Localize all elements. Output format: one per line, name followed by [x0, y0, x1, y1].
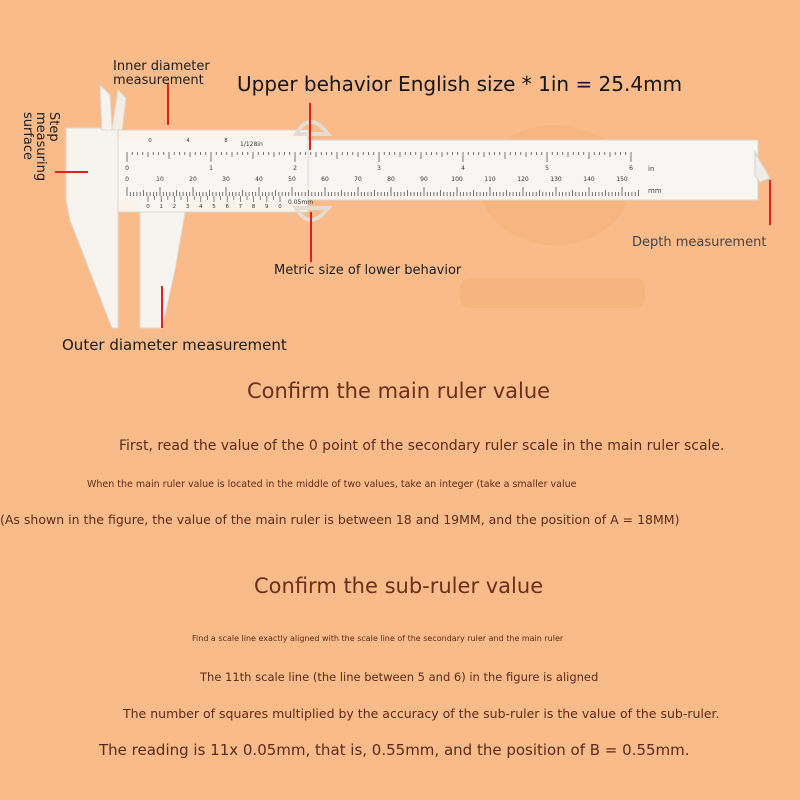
mm-tick-label: 80	[387, 176, 395, 183]
unit-in-label: in	[648, 165, 655, 173]
inch-tick-label: 4	[461, 165, 465, 172]
vernier-mm-tick-label: 6	[225, 204, 229, 210]
vernier-mm-tick-label: 3	[185, 204, 190, 210]
outer-diameter-label: Outer diameter measurement	[62, 336, 287, 354]
mm-tick-label: 140	[583, 176, 595, 183]
vernier-mm-tick-label: 9	[265, 204, 269, 210]
sub-ruler-result: The reading is 11x 0.05mm, that is, 0.55mm, and the position of B = 0.55mm.	[99, 741, 690, 759]
vernier-mm-tick-label: 0	[278, 204, 282, 210]
inner-diameter-label: Inner diameter measurement	[113, 59, 210, 88]
inch-tick-label: 5	[545, 165, 549, 172]
mm-tick-label: 100	[451, 176, 463, 183]
vernier-inch-label: 1/128in	[240, 141, 263, 148]
inch-tick-label: 0	[125, 165, 129, 172]
mm-tick-label: 120	[517, 176, 529, 183]
main-ruler-example: (As shown in the figure, the value of the main ruler is between 18 and 19MM, and the position of A = 18MM)	[0, 512, 680, 527]
sub-ruler-heading: Confirm the sub-ruler value	[254, 574, 544, 598]
inch-tick-label: 1	[209, 165, 213, 172]
thumb-loop-top	[296, 122, 328, 134]
vernier-caliper-illustration	[0, 0, 800, 340]
unit-mm-label: mm	[648, 187, 662, 195]
mm-tick-label: 50	[288, 176, 296, 183]
fixed-jaw	[66, 128, 118, 328]
inch-tick-label: 3	[377, 165, 381, 172]
metric-lower-label: Metric size of lower behavior	[274, 263, 462, 278]
mm-tick-label: 20	[189, 176, 197, 183]
movable-jaw	[140, 195, 188, 328]
page-title: Upper behavior English size * 1in = 25.4mm	[237, 72, 683, 96]
vernier-mm-tick-label: 2	[172, 204, 177, 210]
main-ruler-step1: First, read the value of the 0 point of the secondary ruler scale in the main ruler scale.	[119, 438, 725, 454]
mm-tick-label: 70	[354, 176, 362, 183]
sub-ruler-step1: Find a scale line exactly aligned with the scale line of the secondary ruler and the main ruler	[192, 634, 564, 643]
vernier-mm-tick-label: 7	[238, 204, 243, 210]
vernier-inch-tick-label: 0	[148, 138, 152, 144]
vernier-inch-tick-label: 8	[224, 138, 228, 144]
vernier-mm-tick-label: 8	[251, 204, 256, 210]
depth-label: Depth measurement	[632, 235, 767, 250]
mm-tick-label: 150	[616, 176, 628, 183]
step-surface-label: Step measuring surface	[20, 112, 61, 182]
mm-tick-label: 30	[222, 176, 230, 183]
inch-tick-label: 6	[629, 165, 633, 172]
sub-ruler-step3: The number of squares multiplied by the accuracy of the sub-ruler is the value of the sub-ruler.	[123, 706, 720, 721]
vernier-mm-label: 0.05mm	[288, 199, 314, 206]
main-ruler-step2: When the main ruler value is located in the middle of two values, take an integer (take a smaller value	[87, 479, 577, 490]
sub-ruler-step2: The 11th scale line (the line between 5 and 6) in the figure is aligned	[200, 670, 599, 684]
mm-tick-label: 90	[420, 176, 428, 183]
mm-tick-label: 110	[484, 176, 496, 183]
vernier-mm-tick-label: 1	[159, 204, 163, 210]
fixed-inner-jaw	[100, 85, 112, 130]
mm-tick-label: 60	[321, 176, 329, 183]
mm-tick-label: 130	[550, 176, 562, 183]
mm-tick-label: 10	[156, 176, 164, 183]
vernier-mm-tick-label: 5	[212, 204, 216, 210]
vernier-mm-tick-label: 0	[146, 204, 150, 210]
mm-tick-label: 0	[125, 176, 129, 183]
depth-rod	[755, 152, 770, 182]
vernier-inch-tick-label: 4	[186, 138, 190, 144]
vernier-slider	[118, 130, 308, 212]
vernier-mm-tick-label: 4	[199, 204, 203, 210]
movable-inner-jaw	[112, 90, 126, 130]
main-ruler-heading: Confirm the main ruler value	[247, 379, 551, 403]
mm-tick-label: 40	[255, 176, 263, 183]
inch-tick-label: 2	[293, 165, 297, 172]
